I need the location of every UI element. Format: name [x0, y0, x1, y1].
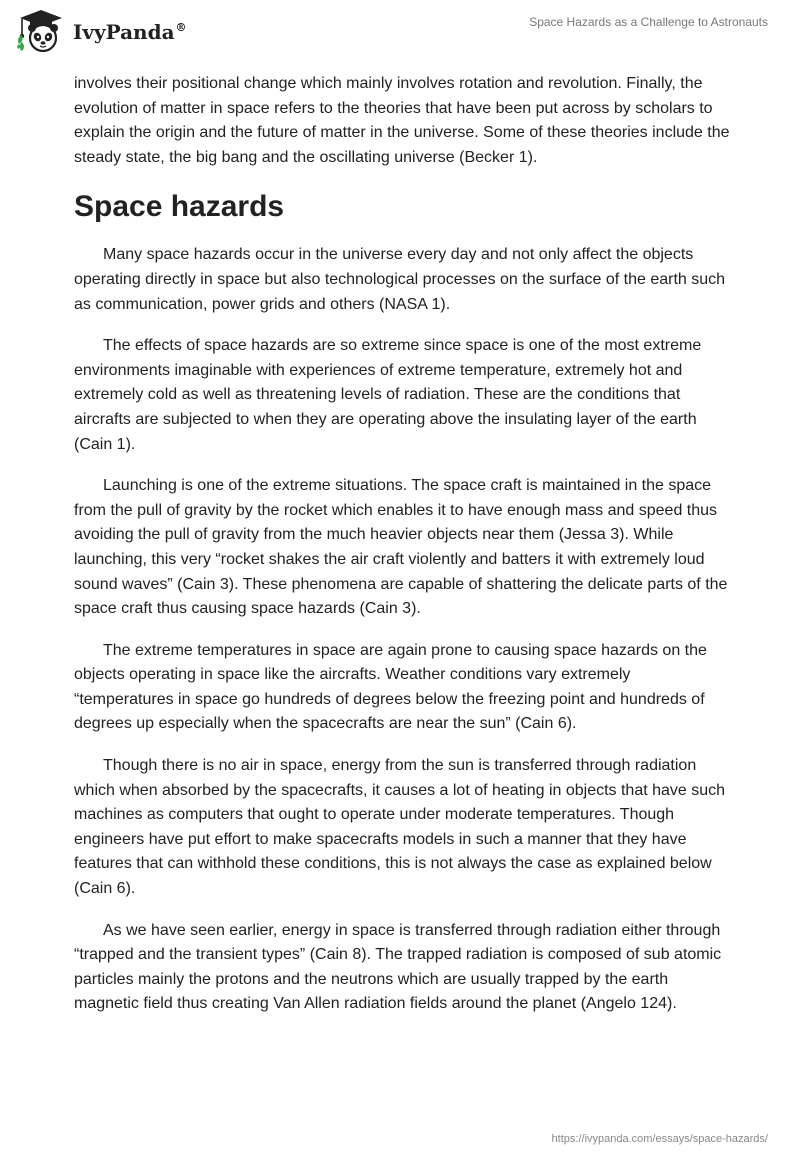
section-heading: Space hazards	[74, 190, 285, 224]
body-paragraph: Launching is one of the extreme situations. The space craft is maintained in the space from the pull of gravity by the rocket which enables it to have enough mass and speed thus avoiding the pull of gravity from the much heavier objects near them (Jessa 3). While launching, this very “rocket shakes the air craft violently and batters it with extremely loud sound waves” (Cain 3). These phenomena are capable of shattering the delicate parts of the space craft thus causing space hazards (Cain 3).	[74, 477, 728, 618]
brand-logo[interactable]	[16, 9, 187, 53]
intro-paragraph: involves their positional change which mainly involves rotation and revolution. Finally, the evolution of matter in space refers to the theories that have been put across by scholars to explain the origin and the future of matter in the universe. Some of these theories include the steady state, the big bang and the oscillating universe (Becker 1).	[74, 75, 730, 166]
registered-mark: ®	[175, 21, 187, 35]
panda-graduation-icon	[16, 9, 66, 53]
page-header	[0, 0, 800, 60]
document-title: Space Hazards as a Challenge to Astronauts	[529, 15, 768, 29]
body-paragraph: The effects of space hazards are so extreme since space is one of the most extreme environments imaginable with experiences of extreme temperature, extremely hot and extremely cold as well as threatening levels of radiation. These are the conditions that aircrafts are subjected to when they are operating above the insulating layer of the earth (Cain 1).	[74, 337, 702, 453]
source-url[interactable]: https://ivypanda.com/essays/space-hazards/	[551, 1133, 768, 1145]
body-paragraph: Many space hazards occur in the universe every day and not only affect the objects operating directly in space but also technological processes on the surface of the earth such as communication, power grids and others (NASA 1).	[74, 246, 726, 313]
brand-name: IvyPanda®	[73, 20, 187, 44]
essay-body	[74, 72, 734, 1034]
body-paragraph: Though there is no air in space, energy from the sun is transferred through radiation which when absorbed by the spacecrafts, it causes a lot of heating in objects that have such machines as computers that ought to operate under moderate temperatures. Though engineers have put effort to make spacecrafts models in such a manner that they have features that can withhold these conditions, this is not always the case as explained below (Cain 6).	[74, 757, 726, 898]
body-paragraph: The extreme temperatures in space are again prone to causing space hazards on the objects operating in space like the aircrafts. Weather conditions vary extremely “temperatures in space go hundreds of degrees below the freezing point and hundreds of degrees up especially when the spacecrafts are near the sun” (Cain 6).	[74, 641, 707, 733]
body-paragraph: As we have seen earlier, energy in space is transferred through radiation either through “trapped and the transient types” (Cain 8). The trapped radiation is composed of sub atomic particles mainly the protons and the neutrons which are usually trapped by the earth magnetic field thus creating Van Allen radiation fields around the planet (Angelo 124).	[74, 921, 722, 1013]
